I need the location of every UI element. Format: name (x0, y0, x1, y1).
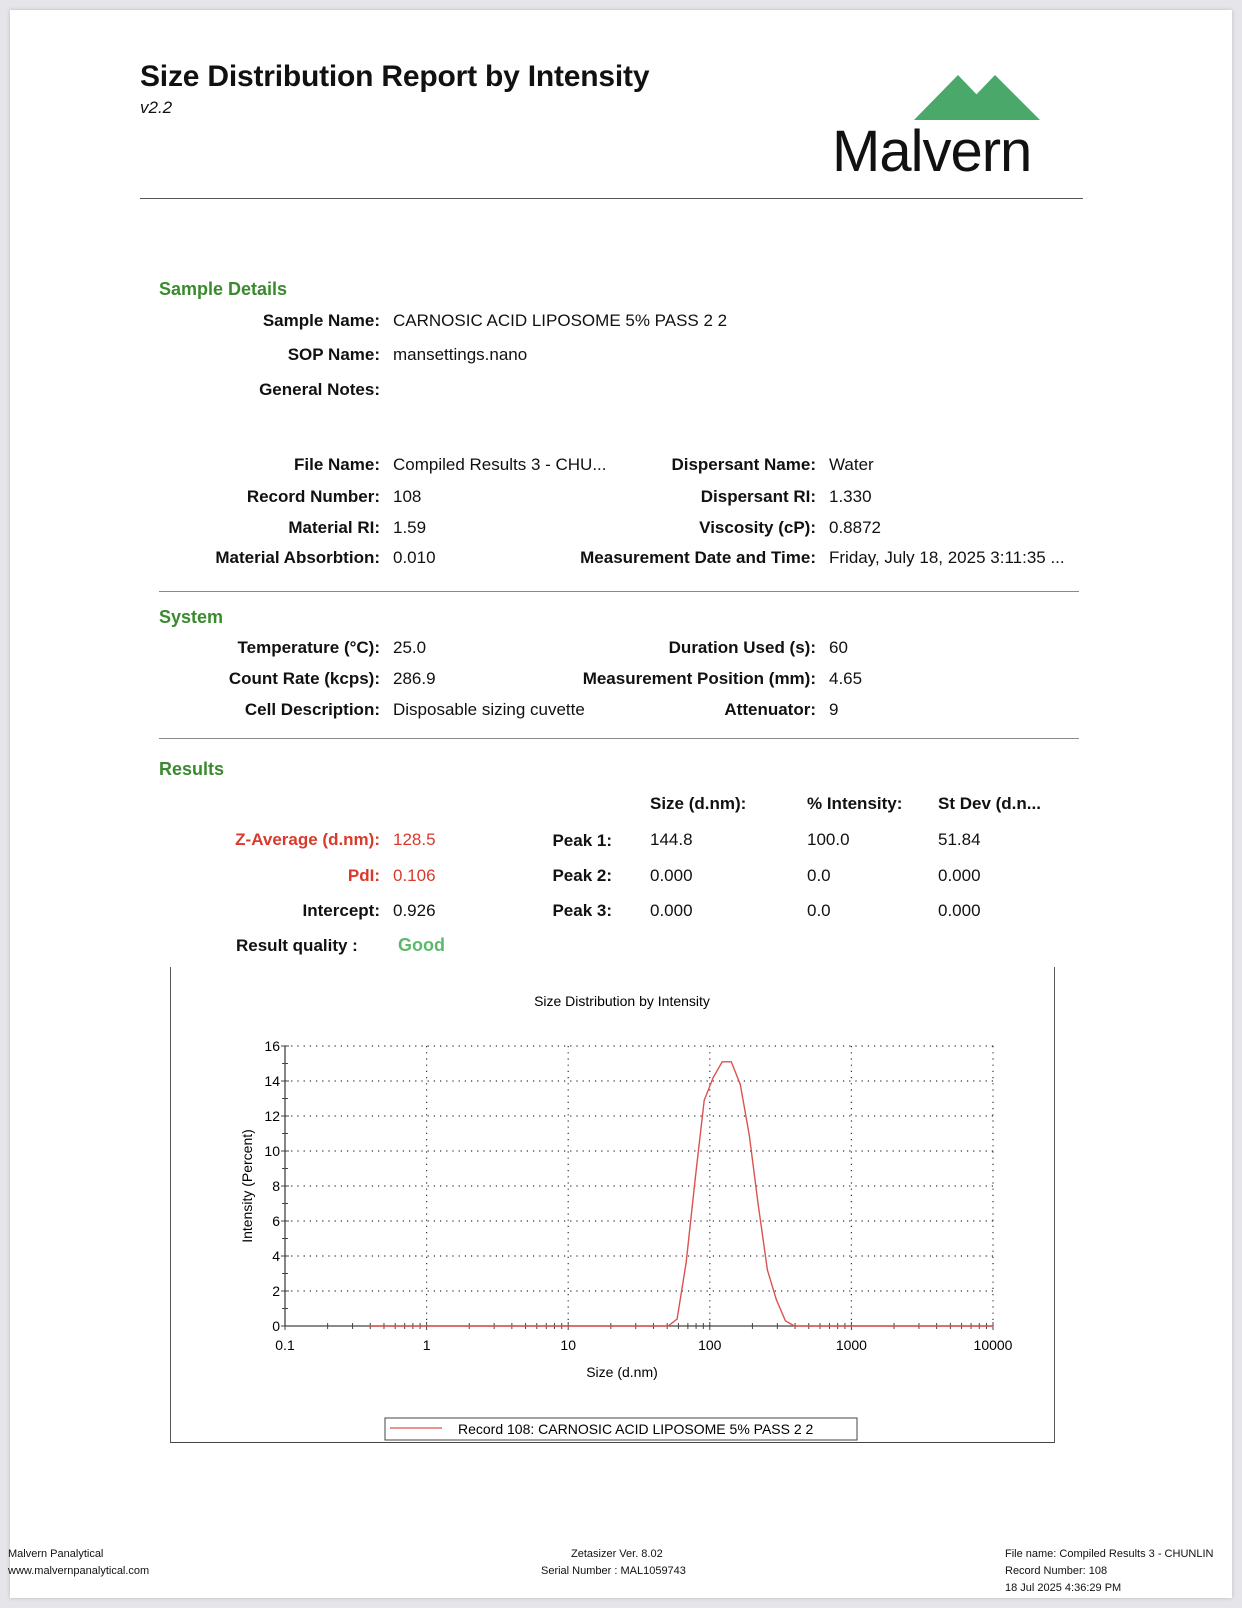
peak-3-label: Peak 3: (552, 901, 612, 920)
legend-label: Record 108: CARNOSIC ACID LIPOSOME 5% PASS 2 2 (458, 1421, 814, 1437)
dispersant-ri-value: 1.330 (829, 487, 872, 506)
z-average-value: 128.5 (393, 830, 436, 849)
data-point (667, 1325, 668, 1326)
footer-website[interactable]: www.malvernpanalytical.com (8, 1565, 150, 1577)
peak-1-label: Peak 1: (552, 831, 612, 850)
x-tick-label: 10 (560, 1337, 576, 1353)
count-rate-value: 286.9 (393, 669, 436, 688)
temperature-label: Temperature (°C): (237, 638, 380, 657)
report-title: Size Distribution Report by Intensity (140, 60, 650, 93)
data-point (758, 1205, 759, 1206)
footer-company: Malvern Panalytical (8, 1548, 104, 1560)
y-axis-label: Intensity (Percent) (239, 1129, 255, 1243)
y-tick-label: 16 (264, 1038, 280, 1054)
y-tick-label: 0 (272, 1318, 280, 1334)
data-point (704, 1100, 705, 1101)
column-header-size: Size (d.nm): (650, 794, 747, 813)
chart-legend (385, 1418, 857, 1440)
peak-2-size: 0.000 (650, 866, 693, 885)
result-quality-label: Result quality : (236, 936, 358, 955)
attenuator-value: 9 (829, 700, 839, 719)
report-version: v2.2 (140, 98, 173, 117)
data-point (686, 1262, 687, 1263)
sample-name-label: Sample Name: (262, 311, 380, 330)
intercept-label: Intercept: (302, 901, 380, 920)
column-header-stdev: St Dev (d.n... (938, 794, 1041, 813)
column-header-intensity: % Intensity: (807, 794, 903, 813)
data-point (568, 1325, 569, 1326)
peak-3-intensity: 0.0 (807, 901, 831, 920)
sample-details-heading: Sample Details (159, 279, 288, 299)
footer-record-number: Record Number: 108 (1005, 1565, 1108, 1577)
sop-name-label: SOP Name: (287, 345, 380, 364)
data-point (695, 1178, 696, 1179)
result-quality-value: Good (398, 935, 445, 955)
data-point (785, 1320, 786, 1321)
measurement-position-label: Measurement Position (mm): (582, 669, 816, 688)
data-point (992, 1325, 993, 1326)
temperature-value: 25.0 (393, 638, 427, 657)
chart-grid (285, 1046, 993, 1326)
data-point (740, 1084, 741, 1085)
data-point (794, 1325, 795, 1326)
measurement-date-value: Friday, July 18, 2025 3:11:35 ... (829, 548, 1065, 567)
data-point (722, 1061, 723, 1062)
measurement-position-value: 4.65 (829, 669, 863, 688)
data-point (677, 1318, 678, 1319)
cell-description-value: Disposable sizing cuvette (393, 700, 585, 719)
peak-1-size: 144.8 (650, 830, 693, 849)
file-name-value: Compiled Results 3 - CHU... (393, 455, 607, 474)
sop-name-value: mansettings.nano (393, 345, 528, 364)
material-absorbtion-value: 0.010 (393, 548, 436, 567)
peak-2-stdev: 0.000 (938, 866, 981, 885)
z-average-label: Z-Average (d.nm): (235, 830, 380, 849)
y-tick-label: 12 (264, 1108, 280, 1124)
dispersant-name-label: Dispersant Name: (671, 455, 816, 474)
y-tick-label: 8 (272, 1178, 280, 1194)
count-rate-label: Count Rate (kcps): (228, 669, 380, 688)
x-tick-label: 10000 (973, 1337, 1013, 1353)
attenuator-label: Attenuator: (724, 700, 816, 719)
x-tick-label: 1000 (835, 1337, 867, 1353)
data-point (767, 1269, 768, 1270)
series-line-0 (370, 1062, 993, 1326)
pdi-value: 0.106 (393, 866, 436, 885)
duration-label: Duration Used (s): (668, 638, 816, 657)
footer-printed-date: 18 Jul 2025 4:36:29 PM (1005, 1582, 1122, 1594)
record-number-value: 108 (393, 487, 422, 506)
intercept-value: 0.926 (393, 901, 436, 920)
material-ri-label: Material RI: (288, 518, 380, 537)
logo-text: Malvern (832, 119, 1032, 184)
general-notes-label: General Notes: (259, 380, 380, 399)
data-point (776, 1299, 777, 1300)
data-point (851, 1325, 852, 1326)
duration-value: 60 (829, 638, 848, 657)
sample-name-value: CARNOSIC ACID LIPOSOME 5% PASS 2 2 (393, 311, 728, 330)
chart-series (370, 1061, 994, 1326)
measurement-date-label: Measurement Date and Time: (580, 548, 816, 567)
data-point (426, 1325, 427, 1326)
record-number-label: Record Number: (246, 487, 380, 506)
viscosity-value: 0.8872 (829, 518, 881, 537)
peak-3-stdev: 0.000 (938, 901, 981, 920)
results-heading: Results (159, 759, 225, 779)
footer-file-name: File name: Compiled Results 3 - CHUNLIN (1005, 1548, 1214, 1560)
peak-2-intensity: 0.0 (807, 866, 831, 885)
dispersant-ri-label: Dispersant RI: (700, 487, 816, 506)
y-tick-label: 4 (272, 1248, 280, 1264)
footer-serial: Serial Number : MAL1059743 (541, 1565, 686, 1577)
dispersant-name-value: Water (829, 455, 874, 474)
data-point (370, 1325, 371, 1326)
x-axis-label: Size (d.nm) (586, 1364, 658, 1380)
peak-3-size: 0.000 (650, 901, 693, 920)
data-point (731, 1061, 732, 1062)
x-tick-label: 100 (698, 1337, 722, 1353)
x-tick-label: 0.1 (275, 1337, 295, 1353)
cell-description-label: Cell Description: (244, 700, 380, 719)
peak-1-intensity: 100.0 (807, 830, 850, 849)
viscosity-label: Viscosity (cP): (699, 518, 816, 537)
data-point (749, 1135, 750, 1136)
file-name-label: File Name: (294, 455, 380, 474)
data-point (713, 1077, 714, 1078)
material-absorbtion-label: Material Absorbtion: (215, 548, 380, 567)
chart-title: Size Distribution by Intensity (534, 993, 710, 1009)
material-ri-value: 1.59 (393, 518, 427, 537)
x-tick-label: 1 (422, 1337, 431, 1353)
peak-1-stdev: 51.84 (938, 830, 981, 849)
y-tick-label: 2 (272, 1283, 280, 1299)
y-tick-label: 10 (264, 1143, 280, 1159)
peak-2-label: Peak 2: (552, 866, 612, 885)
y-tick-label: 14 (264, 1073, 280, 1089)
pdi-label: PdI: (347, 866, 380, 885)
system-heading: System (159, 607, 224, 627)
chart-ticks (264, 1038, 1012, 1353)
footer-software: Zetasizer Ver. 8.02 (571, 1548, 663, 1560)
y-tick-label: 6 (272, 1213, 280, 1229)
